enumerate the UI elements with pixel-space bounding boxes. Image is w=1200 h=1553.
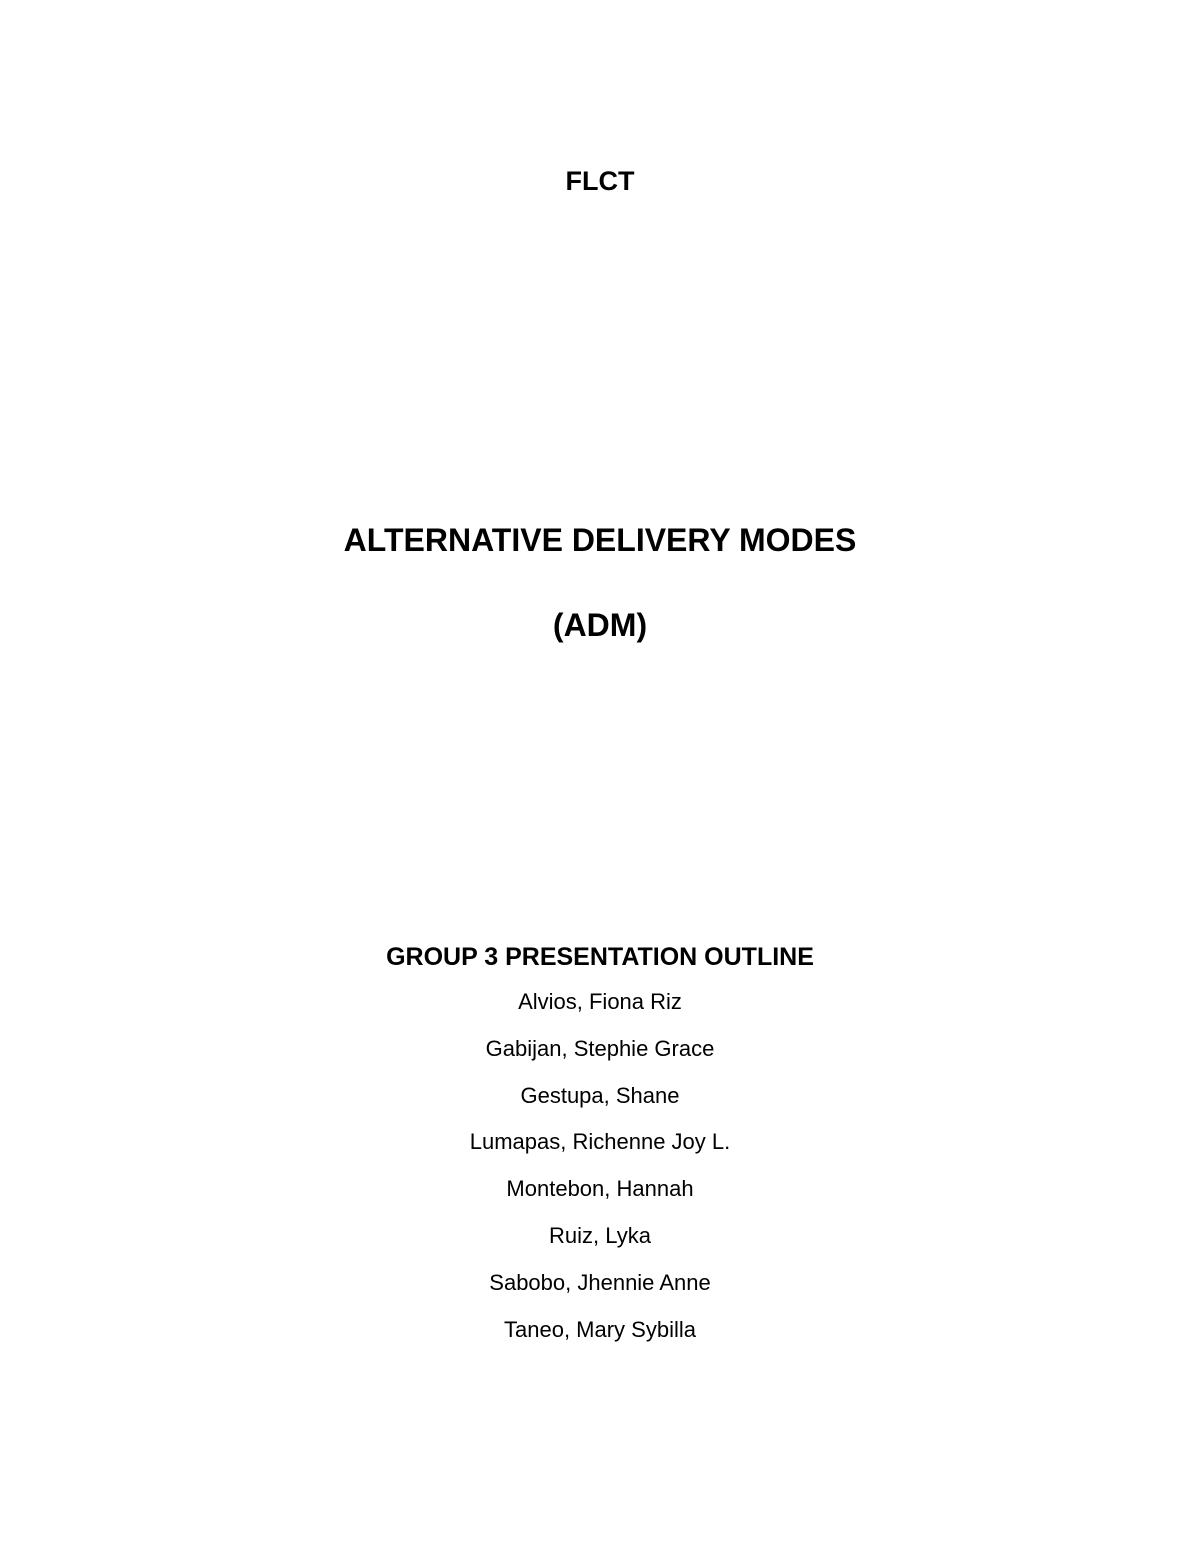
school-name: FLCT — [565, 166, 635, 196]
member-name: Gabijan, Stephie Grace — [485, 1035, 715, 1061]
document-subtitle: (ADM) — [552, 607, 648, 643]
member-name: Montebon, Hannah — [506, 1176, 694, 1202]
member-name: Ruiz, Lyka — [549, 1222, 651, 1248]
group-heading: GROUP 3 PRESENTATION OUTLINE — [386, 943, 814, 971]
member-list — [0, 986, 1200, 1360]
document-title: ALTERNATIVE DELIVERY MODES — [343, 522, 857, 558]
member-name: Gestupa, Shane — [520, 1082, 680, 1108]
member-name: Taneo, Mary Sybilla — [504, 1316, 696, 1342]
member-name: Sabobo, Jhennie Anne — [489, 1269, 711, 1295]
member-name: Alvios, Fiona Riz — [518, 989, 682, 1014]
member-name: Lumapas, Richenne Joy L. — [469, 1129, 731, 1155]
